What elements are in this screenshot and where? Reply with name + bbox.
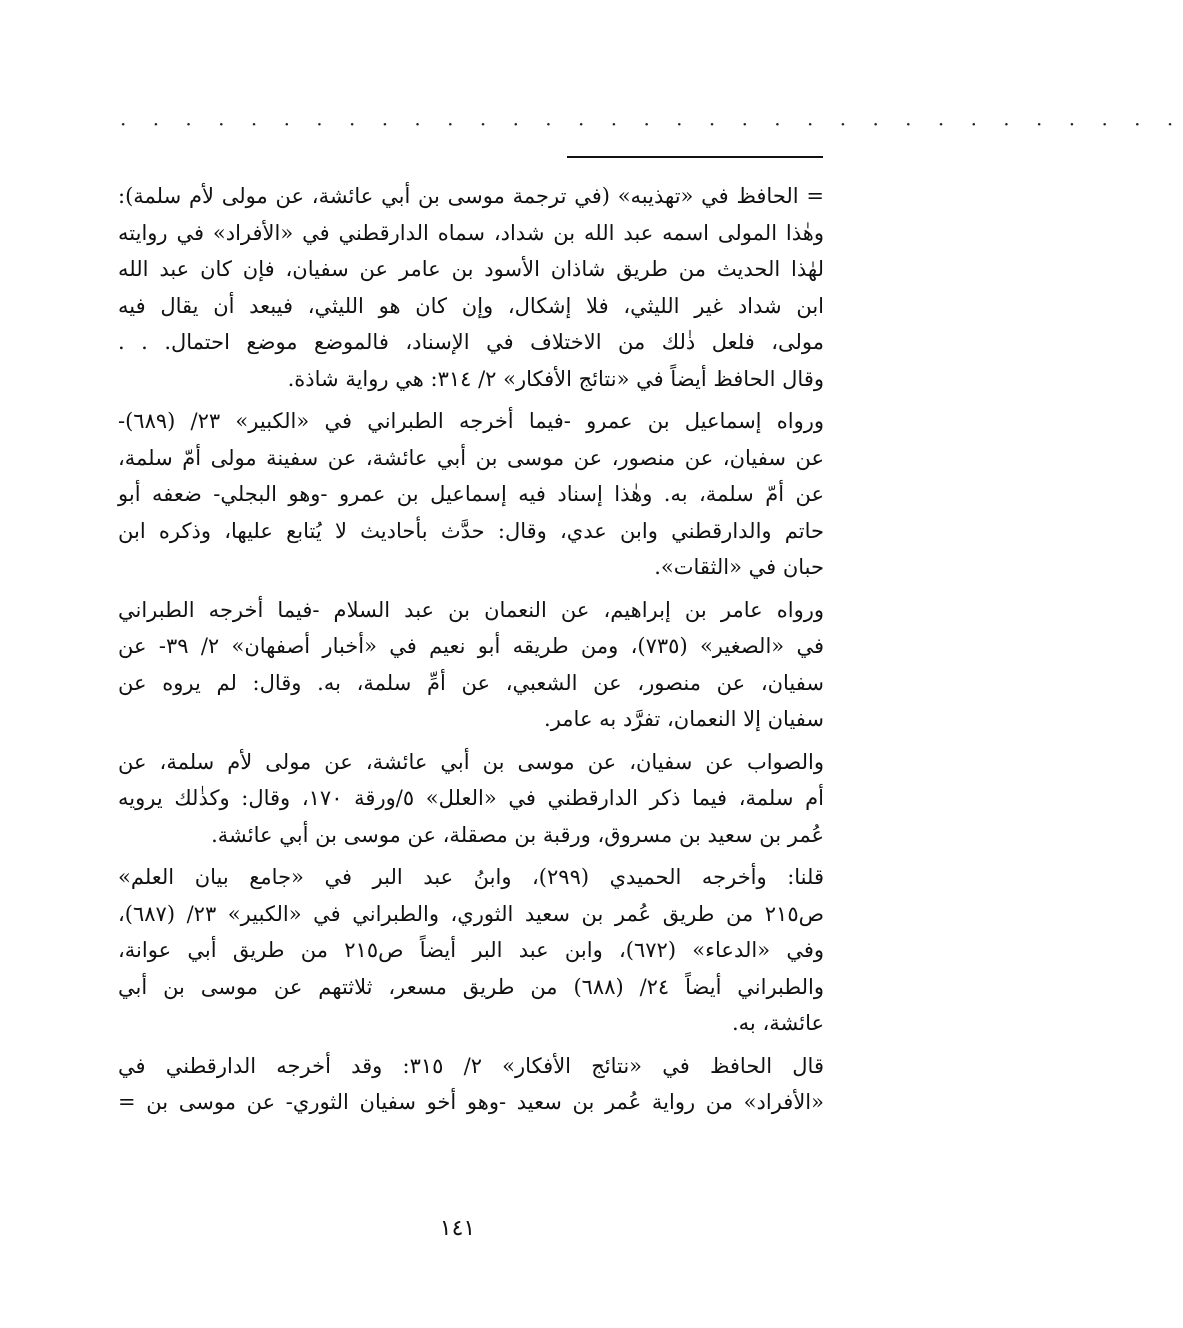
text-line: قال الحافظ في «نتائج الأفكار» ٢/ ٣١٥: وقد أخرجه الدارقطني في [118, 1053, 824, 1078]
paragraph-3 [118, 592, 824, 738]
paragraph-5 [118, 859, 824, 1042]
text-line: حبان في «الثقات». [654, 555, 824, 579]
text-line: ورواه إسماعيل بن عمرو -فيما أخرجه الطبراني في «الكبير» ٢٣/ (٦٨٩)- [118, 409, 824, 433]
text-line: عن أمّ سلمة، به. وهٰذا إسناد فيه إسماعيل بن عمرو -وهو البجلي- ضعفه أبو [118, 482, 824, 506]
text-line: ابن شداد غير الليثي، فلا إشكال، وإن كان هو الليثي، فيبعد أن يقال فيه [118, 293, 824, 318]
ornamental-dotted-line: · · · · · · · · · · · · · · · · · · · · · · · · · · · · · · · · · [120, 112, 1183, 136]
text-line: عُمر بن سعيد بن مسروق، ورقبة بن مصقلة، عن موسى بن أبي عائشة. [211, 822, 824, 847]
text-line: وهٰذا المولى اسمه عبد الله بن شداد، سماه الدارقطني في «الأفراد» في روايته [118, 220, 824, 245]
text-line: قلنا: وأخرجه الحميدي (٢٩٩)، وابنُ عبد البر في «جامع بيان العلم» [118, 865, 825, 889]
text-line: وفي «الدعاء» (٦٧٢)، وابن عبد البر أيضاً ص٢١٥ من طريق أبي عوانة، [118, 938, 825, 962]
text-line: والصواب عن سفيان، عن موسى بن أبي عائشة، عن مولى لأم سلمة، عن [118, 749, 824, 774]
page-number: ١٤١ [439, 1216, 476, 1241]
text-line: «الأفراد» من رواية عُمر بن سعيد -وهو أخو سفيان الثوري- عن موسى بن = [118, 1090, 824, 1114]
text-line: وقال الحافظ أيضاً في «نتائج الأفكار» ٢/ ٣١٤: هي رواية شاذة. [287, 366, 824, 391]
footnote-separator-rule [567, 156, 823, 158]
text-line: = الحافظ في «تهذيبه» (في ترجمة موسى بن أبي عائشة، عن مولى لأم سلمة): [118, 184, 824, 208]
text-line: أم سلمة، فيما ذكر الدارقطني في «العلل» ٥/ورقة ١٧٠، وقال: وكذٰلك يرويه [118, 786, 824, 810]
text-line: حاتم والدارقطني وابن عدي، وقال: حدَّث بأحاديث لا يُتابع عليها، وذكره ابن [118, 518, 824, 543]
paragraph-2 [118, 403, 824, 586]
footnote-text [118, 178, 824, 1121]
text-line: في «الصغير» (٧٣٥)، ومن طريقه أبو نعيم في «أخبار أصفهان» ٢/ ٣٩- عن [118, 634, 824, 658]
text-line: ص٢١٥ من طريق عُمر بن سعيد الثوري، والطبراني في «الكبير» ٢٣/ (٦٨٧)، [118, 901, 824, 926]
text-line: سفيان إلا النعمان، تفرَّد به عامر. [544, 707, 824, 731]
text-line: سفيان، عن منصور، عن الشعبي، عن أمِّ سلمة، به. وقال: لم يروه عن [118, 670, 824, 695]
text-line: ورواه عامر بن إبراهيم، عن النعمان بن عبد السلام -فيما أخرجه الطبراني [118, 597, 824, 622]
paragraph-1 [118, 178, 824, 397]
text-line: عائشة، به. [732, 1011, 824, 1035]
text-line: لهٰذا الحديث من طريق شاذان الأسود بن عامر عن سفيان، فإن كان عبد الله [118, 257, 824, 281]
text-line: والطبراني أيضاً ٢٤/ (٦٨٨) من طريق مسعر، ثلاثتهم عن موسى بن أبي [118, 974, 824, 999]
paragraph-6 [118, 1048, 824, 1121]
text-line: عن سفيان، عن منصور، عن موسى بن أبي عائشة، عن سفينة مولى أمّ سلمة، [118, 445, 824, 470]
text-line: مولى، فلعل ذٰلك من الاختلاف في الإسناد، فالموضع موضع احتمال. . . [118, 330, 824, 354]
paragraph-4 [118, 744, 824, 854]
